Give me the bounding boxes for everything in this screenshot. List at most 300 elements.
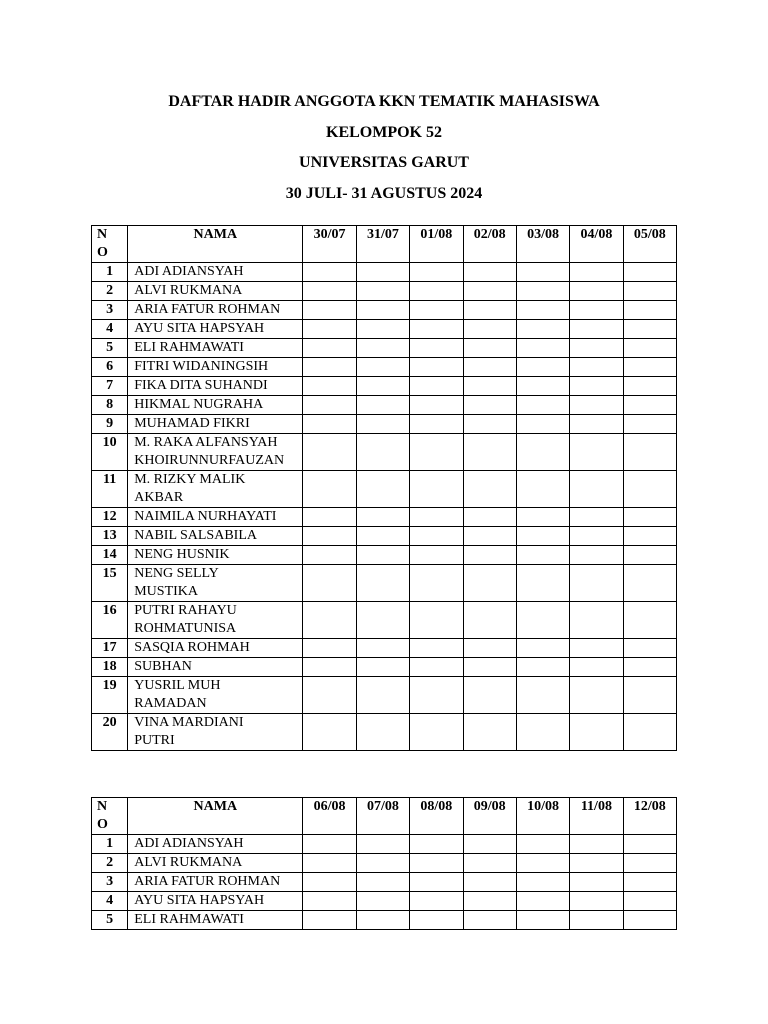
attendance-cell: [410, 508, 463, 527]
attendance-cell: [623, 639, 676, 658]
table-row: [92, 471, 677, 508]
column-header-no-line2: O: [97, 817, 108, 832]
table-row: [92, 677, 677, 714]
attendance-cell: [570, 639, 623, 658]
attendance-cell: [623, 377, 676, 396]
member-name-line: ELI RAHMAWATI: [134, 340, 244, 355]
attendance-cell: [516, 377, 569, 396]
member-name-line: M. RAKA ALFANSYAH: [134, 435, 278, 450]
member-name-line: AYU SITA HAPSYAH: [134, 893, 265, 908]
attendance-cell: [463, 835, 516, 854]
table-row: [92, 546, 677, 565]
attendance-cell: [463, 263, 516, 282]
member-name-cell: [128, 282, 303, 301]
attendance-cell: [463, 565, 516, 602]
table-row: [92, 396, 677, 415]
attendance-cell: [570, 282, 623, 301]
member-name-line: ROHMATUNISA: [134, 621, 237, 636]
attendance-cell: [516, 339, 569, 358]
attendance-cell: [410, 282, 463, 301]
table-row: [92, 892, 677, 911]
attendance-cell: [356, 320, 409, 339]
attendance-cell: [356, 527, 409, 546]
member-name-line: SASQIA ROHMAH: [134, 640, 250, 655]
attendance-cell: [570, 565, 623, 602]
member-name-cell: [128, 434, 303, 471]
attendance-cell: [410, 396, 463, 415]
member-name-line: PUTRI RAHAYU: [134, 603, 237, 618]
attendance-cell: [356, 471, 409, 508]
row-number: 19: [92, 677, 128, 714]
attendance-cell: [570, 527, 623, 546]
attendance-cell: [410, 677, 463, 714]
attendance-cell: [516, 282, 569, 301]
attendance-cell: [410, 714, 463, 751]
attendance-cell: [463, 677, 516, 714]
attendance-cell: [410, 415, 463, 434]
table-row: [92, 714, 677, 751]
attendance-cell: [410, 471, 463, 508]
attendance-cell: [623, 508, 676, 527]
column-header-date: 03/08: [516, 226, 569, 263]
attendance-cell: [516, 546, 569, 565]
table-row: [92, 434, 677, 471]
table-row: [92, 339, 677, 358]
table-row: [92, 282, 677, 301]
attendance-cell: [410, 301, 463, 320]
attendance-cell: [623, 658, 676, 677]
table-row: [92, 565, 677, 602]
attendance-cell: [516, 301, 569, 320]
attendance-cell: [570, 301, 623, 320]
member-name-cell: [128, 873, 303, 892]
attendance-cell: [570, 434, 623, 471]
member-name-cell: [128, 320, 303, 339]
member-name-line: KHOIRUNNURFAUZAN: [134, 453, 285, 468]
table-header-row: [92, 226, 677, 263]
attendance-cell: [623, 714, 676, 751]
member-name-line: NENG SELLY: [134, 566, 219, 581]
attendance-cell: [303, 415, 356, 434]
row-number: 3: [92, 301, 128, 320]
attendance-cell: [356, 546, 409, 565]
attendance-cell: [623, 471, 676, 508]
attendance-cell: [623, 835, 676, 854]
attendance-cell: [516, 396, 569, 415]
column-header-date: 07/08: [356, 798, 409, 835]
member-name-cell: [128, 602, 303, 639]
member-name-line: VINA MARDIANI: [134, 715, 244, 730]
attendance-cell: [516, 471, 569, 508]
attendance-cell: [410, 658, 463, 677]
column-header-date: 06/08: [303, 798, 356, 835]
column-header-date: 30/07: [303, 226, 356, 263]
attendance-cell: [570, 377, 623, 396]
row-number: 13: [92, 527, 128, 546]
table-row: [92, 873, 677, 892]
attendance-cell: [516, 639, 569, 658]
member-name-cell: [128, 892, 303, 911]
attendance-cell: [623, 873, 676, 892]
column-header-no: [92, 798, 128, 835]
member-name-line: NABIL SALSABILA: [134, 528, 257, 543]
member-name-line: MUSTIKA: [134, 584, 199, 599]
attendance-cell: [570, 714, 623, 751]
attendance-cell: [356, 415, 409, 434]
attendance-cell: [463, 508, 516, 527]
attendance-cell: [303, 873, 356, 892]
attendance-cell: [356, 434, 409, 471]
member-name-line: ALVI RUKMANA: [134, 283, 243, 298]
attendance-cell: [463, 320, 516, 339]
attendance-cell: [410, 546, 463, 565]
attendance-cell: [623, 892, 676, 911]
member-name-cell: [128, 639, 303, 658]
attendance-cell: [356, 282, 409, 301]
university-label: UNIVERSITAS GARUT: [299, 154, 469, 171]
attendance-cell: [570, 658, 623, 677]
table-row: [92, 263, 677, 282]
attendance-cell: [356, 339, 409, 358]
table-row: [92, 658, 677, 677]
attendance-cell: [623, 527, 676, 546]
attendance-cell: [410, 377, 463, 396]
row-number: 16: [92, 602, 128, 639]
table-row: [92, 835, 677, 854]
table-row: [92, 854, 677, 873]
column-header-date: 08/08: [410, 798, 463, 835]
attendance-cell: [356, 508, 409, 527]
member-name-line: ADI ADIANSYAH: [134, 264, 244, 279]
attendance-cell: [623, 677, 676, 714]
attendance-cell: [410, 527, 463, 546]
column-header-date: 11/08: [570, 798, 623, 835]
member-name-cell: [128, 415, 303, 434]
attendance-cell: [356, 301, 409, 320]
attendance-cell: [570, 415, 623, 434]
attendance-cell: [516, 911, 569, 930]
attendance-cell: [463, 854, 516, 873]
attendance-cell: [570, 677, 623, 714]
member-name-cell: [128, 546, 303, 565]
attendance-cell: [570, 546, 623, 565]
member-name-cell: [128, 508, 303, 527]
attendance-cell: [516, 415, 569, 434]
attendance-cell: [303, 602, 356, 639]
row-number: 20: [92, 714, 128, 751]
attendance-cell: [303, 714, 356, 751]
column-header-no-line1: N: [97, 799, 108, 814]
attendance-cell: [623, 396, 676, 415]
row-number: 2: [92, 854, 128, 873]
member-name-line: ARIA FATUR ROHMAN: [134, 302, 281, 317]
attendance-cell: [623, 415, 676, 434]
row-number: 8: [92, 396, 128, 415]
table-row: [92, 639, 677, 658]
member-name-cell: [128, 358, 303, 377]
member-name-cell: [128, 658, 303, 677]
attendance-cell: [356, 658, 409, 677]
attendance-cell: [410, 892, 463, 911]
member-name-cell: [128, 911, 303, 930]
table-row: [92, 911, 677, 930]
attendance-cell: [410, 835, 463, 854]
attendance-cell: [516, 714, 569, 751]
document-header: [0, 92, 768, 204]
attendance-cell: [356, 565, 409, 602]
attendance-cell: [410, 639, 463, 658]
attendance-cell: [303, 396, 356, 415]
attendance-cell: [623, 358, 676, 377]
attendance-cell: [356, 714, 409, 751]
attendance-cell: [463, 873, 516, 892]
member-name-line: ADI ADIANSYAH: [134, 836, 244, 851]
attendance-cell: [356, 835, 409, 854]
attendance-cell: [623, 301, 676, 320]
attendance-cell: [410, 320, 463, 339]
attendance-cell: [303, 434, 356, 471]
attendance-cell: [303, 471, 356, 508]
attendance-cell: [623, 602, 676, 639]
row-number: 2: [92, 282, 128, 301]
row-number: 12: [92, 508, 128, 527]
column-header-date: 05/08: [623, 226, 676, 263]
attendance-cell: [463, 358, 516, 377]
row-number: 10: [92, 434, 128, 471]
row-number: 3: [92, 873, 128, 892]
attendance-cell: [410, 434, 463, 471]
member-name-cell: [128, 854, 303, 873]
attendance-cell: [410, 565, 463, 602]
attendance-cell: [516, 320, 569, 339]
column-header-date: 02/08: [463, 226, 516, 263]
column-header-date: 04/08: [570, 226, 623, 263]
attendance-cell: [570, 339, 623, 358]
table-header-row: [92, 798, 677, 835]
attendance-cell: [356, 677, 409, 714]
table-row: [92, 415, 677, 434]
attendance-cell: [303, 639, 356, 658]
member-name-cell: [128, 471, 303, 508]
attendance-cell: [356, 358, 409, 377]
attendance-cell: [570, 911, 623, 930]
attendance-cell: [356, 892, 409, 911]
attendance-cell: [623, 263, 676, 282]
column-header-date: 10/08: [516, 798, 569, 835]
member-name-cell: [128, 527, 303, 546]
table-row: [92, 527, 677, 546]
column-header-no-line2: O: [97, 245, 108, 260]
attendance-cell: [516, 434, 569, 471]
attendance-cell: [463, 911, 516, 930]
attendance-cell: [356, 263, 409, 282]
attendance-cell: [463, 339, 516, 358]
member-name-line: HIKMAL NUGRAHA: [134, 397, 264, 412]
member-name-line: RAMADAN: [134, 696, 207, 711]
attendance-cell: [303, 658, 356, 677]
attendance-cell: [623, 546, 676, 565]
row-number: 15: [92, 565, 128, 602]
attendance-cell: [463, 396, 516, 415]
member-name-cell: [128, 377, 303, 396]
attendance-cell: [463, 377, 516, 396]
attendance-cell: [570, 263, 623, 282]
attendance-cell: [623, 854, 676, 873]
group-label: KELOMPOK 52: [326, 124, 442, 141]
attendance-cell: [463, 434, 516, 471]
column-header-date: 09/08: [463, 798, 516, 835]
attendance-cell: [410, 854, 463, 873]
attendance-cell: [410, 873, 463, 892]
row-number: 7: [92, 377, 128, 396]
attendance-cell: [463, 546, 516, 565]
attendance-cell: [303, 377, 356, 396]
attendance-cell: [410, 263, 463, 282]
attendance-cell: [623, 911, 676, 930]
attendance-cell: [303, 911, 356, 930]
attendance-cell: [570, 320, 623, 339]
column-header-no: [92, 226, 128, 263]
attendance-cell: [516, 854, 569, 873]
member-name-cell: [128, 714, 303, 751]
attendance-cell: [303, 508, 356, 527]
row-number: 4: [92, 320, 128, 339]
attendance-cell: [623, 320, 676, 339]
attendance-cell: [463, 527, 516, 546]
attendance-cell: [303, 358, 356, 377]
attendance-cell: [463, 282, 516, 301]
attendance-cell: [570, 835, 623, 854]
attendance-cell: [303, 546, 356, 565]
attendance-cell: [570, 508, 623, 527]
attendance-cell: [303, 854, 356, 873]
member-name-line: NAIMILA NURHAYATI: [134, 509, 277, 524]
attendance-cell: [623, 565, 676, 602]
member-name-line: M. RIZKY MALIK: [134, 472, 246, 487]
column-header-date: 01/08: [410, 226, 463, 263]
member-name-line: AYU SITA HAPSYAH: [134, 321, 265, 336]
attendance-cell: [303, 320, 356, 339]
attendance-cell: [303, 263, 356, 282]
attendance-cell: [410, 339, 463, 358]
member-name-line: ALVI RUKMANA: [134, 855, 243, 870]
row-number: 5: [92, 911, 128, 930]
member-name-line: AKBAR: [134, 490, 184, 505]
attendance-cell: [463, 892, 516, 911]
attendance-cell: [570, 873, 623, 892]
member-name-cell: [128, 339, 303, 358]
row-number: 9: [92, 415, 128, 434]
attendance-cell: [570, 892, 623, 911]
attendance-cell: [410, 911, 463, 930]
row-number: 1: [92, 835, 128, 854]
attendance-cell: [303, 282, 356, 301]
attendance-cell: [303, 892, 356, 911]
row-number: 4: [92, 892, 128, 911]
attendance-cell: [463, 415, 516, 434]
attendance-cell: [303, 301, 356, 320]
attendance-cell: [623, 339, 676, 358]
member-name-line: ELI RAHMAWATI: [134, 912, 244, 927]
attendance-cell: [356, 873, 409, 892]
attendance-cell: [463, 602, 516, 639]
attendance-cell: [516, 873, 569, 892]
attendance-cell: [570, 854, 623, 873]
attendance-cell: [623, 434, 676, 471]
attendance-cell: [463, 639, 516, 658]
attendance-cell: [303, 835, 356, 854]
member-name-cell: [128, 677, 303, 714]
attendance-cell: [356, 377, 409, 396]
table-row: [92, 358, 677, 377]
row-number: 17: [92, 639, 128, 658]
member-name-cell: [128, 835, 303, 854]
period-label: 30 JULI- 31 AGUSTUS 2024: [285, 185, 483, 202]
member-name-line: FITRI WIDANINGSIH: [134, 359, 269, 374]
member-name-line: NENG HUSNIK: [134, 547, 230, 562]
member-name-cell: [128, 301, 303, 320]
attendance-cell: [516, 892, 569, 911]
column-header-date: 31/07: [356, 226, 409, 263]
member-name-line: MUHAMAD FIKRI: [134, 416, 250, 431]
member-name-line: FIKA DITA SUHANDI: [134, 378, 268, 393]
attendance-cell: [410, 602, 463, 639]
row-number: 14: [92, 546, 128, 565]
member-name-line: SUBHAN: [134, 659, 192, 674]
attendance-cell: [516, 565, 569, 602]
attendance-cell: [516, 677, 569, 714]
document-title: DAFTAR HADIR ANGGOTA KKN TEMATIK MAHASISWA: [168, 93, 600, 110]
member-name-line: PUTRI: [134, 733, 175, 748]
attendance-cell: [623, 282, 676, 301]
column-header-name: NAMA: [128, 798, 303, 835]
column-header-name: NAMA: [128, 226, 303, 263]
attendance-cell: [570, 602, 623, 639]
table-row: [92, 301, 677, 320]
row-number: 18: [92, 658, 128, 677]
attendance-cell: [516, 658, 569, 677]
table-row: [92, 602, 677, 639]
attendance-cell: [463, 471, 516, 508]
attendance-cell: [303, 527, 356, 546]
attendance-cell: [570, 471, 623, 508]
row-number: 5: [92, 339, 128, 358]
column-header-no-line1: N: [97, 227, 108, 242]
attendance-cell: [516, 835, 569, 854]
attendance-cell: [570, 396, 623, 415]
attendance-cell: [356, 396, 409, 415]
attendance-cell: [516, 508, 569, 527]
attendance-cell: [410, 358, 463, 377]
table-row: [92, 320, 677, 339]
member-name-line: ARIA FATUR ROHMAN: [134, 874, 281, 889]
member-name-cell: [128, 396, 303, 415]
attendance-cell: [463, 301, 516, 320]
attendance-cell: [516, 527, 569, 546]
attendance-table-2: [91, 797, 677, 930]
attendance-cell: [516, 602, 569, 639]
attendance-cell: [303, 339, 356, 358]
table-row: [92, 377, 677, 396]
attendance-cell: [463, 658, 516, 677]
member-name-cell: [128, 565, 303, 602]
attendance-cell: [356, 639, 409, 658]
attendance-cell: [356, 854, 409, 873]
row-number: 11: [92, 471, 128, 508]
attendance-cell: [570, 358, 623, 377]
attendance-cell: [303, 677, 356, 714]
column-header-date: 12/08: [623, 798, 676, 835]
